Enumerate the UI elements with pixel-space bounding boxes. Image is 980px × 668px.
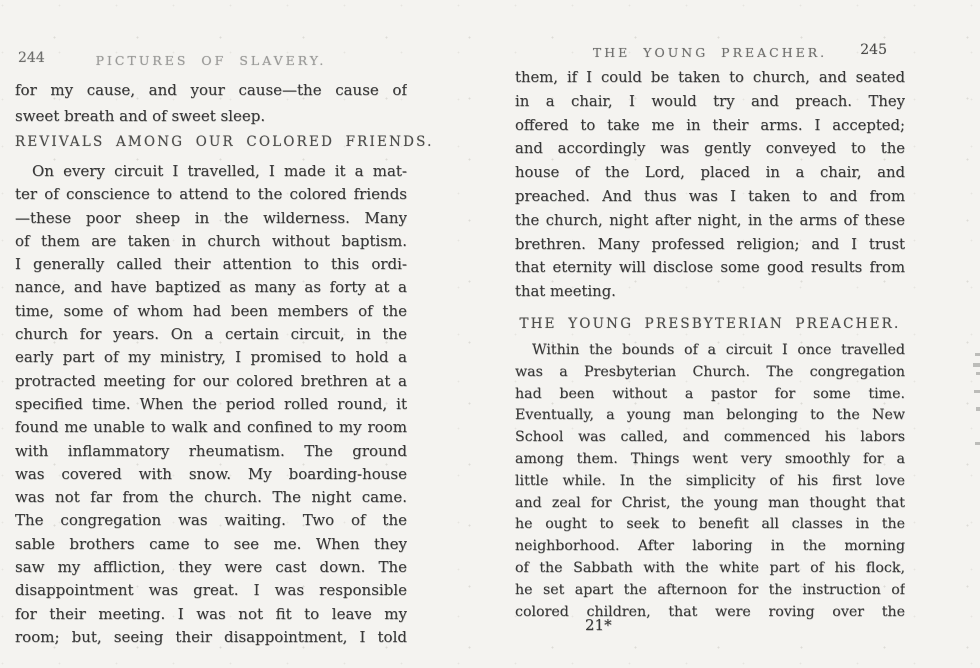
right-paragraph-2 [515, 340, 905, 623]
text-line: found me unable to walk and confined to my room [15, 418, 407, 437]
text-line: house of the Lord, placed in a chair, and [515, 164, 905, 182]
text-line: of the Sabbath with the white part of his flock, [515, 559, 905, 576]
right-section-heading: THE YOUNG PRESBYTERIAN PREACHER. [519, 316, 901, 332]
text-line: protracted meeting for our colored brethren at a [15, 371, 407, 390]
text-line: ter of conscience to attend to the colored friends [15, 185, 407, 204]
text-line: church for years. On a certain circuit, in the [15, 325, 407, 344]
text-line: for their meeting. I was not fit to leave my [15, 604, 407, 623]
left-body-paragraph [15, 160, 407, 649]
text-line: that eternity will disclose some good results from [515, 259, 905, 277]
text-line: for my cause, and your cause—the cause of [15, 81, 407, 99]
text-line: The congregation was waiting. Two of the [15, 511, 407, 530]
text-line: with inflammatory rheumatism. The ground [15, 441, 407, 460]
scan-artifact [975, 442, 980, 445]
text-line: sable brothers came to see me. When they [15, 534, 407, 553]
text-line: had been without a pastor for some time. [515, 385, 905, 402]
text-line: On every circuit I travelled, I made it a mat- [32, 162, 407, 180]
signature-mark: 21* [585, 616, 612, 634]
scan-artifact [976, 407, 980, 411]
text-line: brethren. Many professed religion; and I trust [515, 235, 905, 253]
text-line: and accordingly was gently conveyed to the [515, 140, 905, 158]
text-line: them, if I could be taken to church, and seated [515, 69, 905, 86]
text-line: neighborhood. After laboring in the morning [515, 538, 905, 555]
text-line: Within the bounds of a circuit I once travelled [532, 342, 905, 358]
left-continuation-paragraph [15, 78, 407, 129]
text-line: in a chair, I would try and preach. They [515, 92, 905, 110]
scan-artifact [976, 372, 980, 375]
right-page [515, 0, 905, 668]
text-line: saw my affliction, they were cast down. The [15, 558, 407, 577]
text-line: time, some of whom had been members of the [15, 301, 407, 320]
right-running-title: THE YOUNG PREACHER. [592, 45, 828, 60]
text-line: he set apart the afternoon for the instruction of [515, 581, 905, 598]
left-page-number: 244 [18, 50, 45, 66]
text-line: Eventually, a young man belonging to the New [515, 407, 905, 424]
text-line: School was called, and commenced his labors [515, 429, 905, 446]
text-line: early part of my ministry, I promised to hold a [15, 348, 407, 367]
right-running-head [515, 42, 905, 61]
right-paragraph-1 [515, 66, 905, 304]
text-line: he ought to seek to benefit all classes in the [515, 516, 905, 533]
text-line: offered to take me in their arms. I accepted; [515, 116, 905, 134]
text-line: and zeal for Christ, the young man thought that [515, 494, 905, 511]
text-line: was a Presbyterian Church. The congregation [515, 363, 905, 380]
text-line: of them are taken in church without baptism. [15, 231, 407, 250]
text-line: —these poor sheep in the wilderness. Many [15, 208, 407, 227]
text-line: little while. In the simplicity of his first love [515, 472, 905, 489]
text-line: the church, night after night, in the arms of these [515, 211, 905, 229]
text-line: nance, and have baptized as many as forty at a [15, 278, 407, 297]
left-section-heading: REVIVALS AMONG OUR COLORED FRIENDS. [15, 134, 434, 150]
text-line: was covered with snow. My boarding-house [15, 464, 407, 483]
text-line: specified time. When the period rolled round, it [15, 394, 407, 413]
text-line: that meeting. [515, 283, 616, 301]
left-running-title: PICTURES OF SLAVERY. [95, 53, 327, 68]
text-line: room; but, seeing their disappointment, I told [15, 627, 407, 646]
left-page [15, 0, 434, 668]
text-line: among them. Things went very smoothly for a [515, 450, 905, 467]
text-line: I generally called their attention to this ordi- [15, 255, 407, 274]
text-line: was not far from the church. The night came. [15, 488, 407, 507]
right-page-number: 245 [860, 42, 887, 58]
scan-artifact [975, 353, 980, 356]
text-line: sweet breath and of sweet sleep. [15, 106, 266, 125]
text-line: preached. And thus was I taken to and from [515, 187, 905, 205]
scan-artifact [973, 363, 980, 367]
text-line: colored children, that were roving over the [515, 603, 905, 620]
left-running-head [15, 50, 407, 69]
scan-artifact [974, 390, 980, 393]
text-line: disappointment was great. I was responsible [15, 581, 407, 600]
